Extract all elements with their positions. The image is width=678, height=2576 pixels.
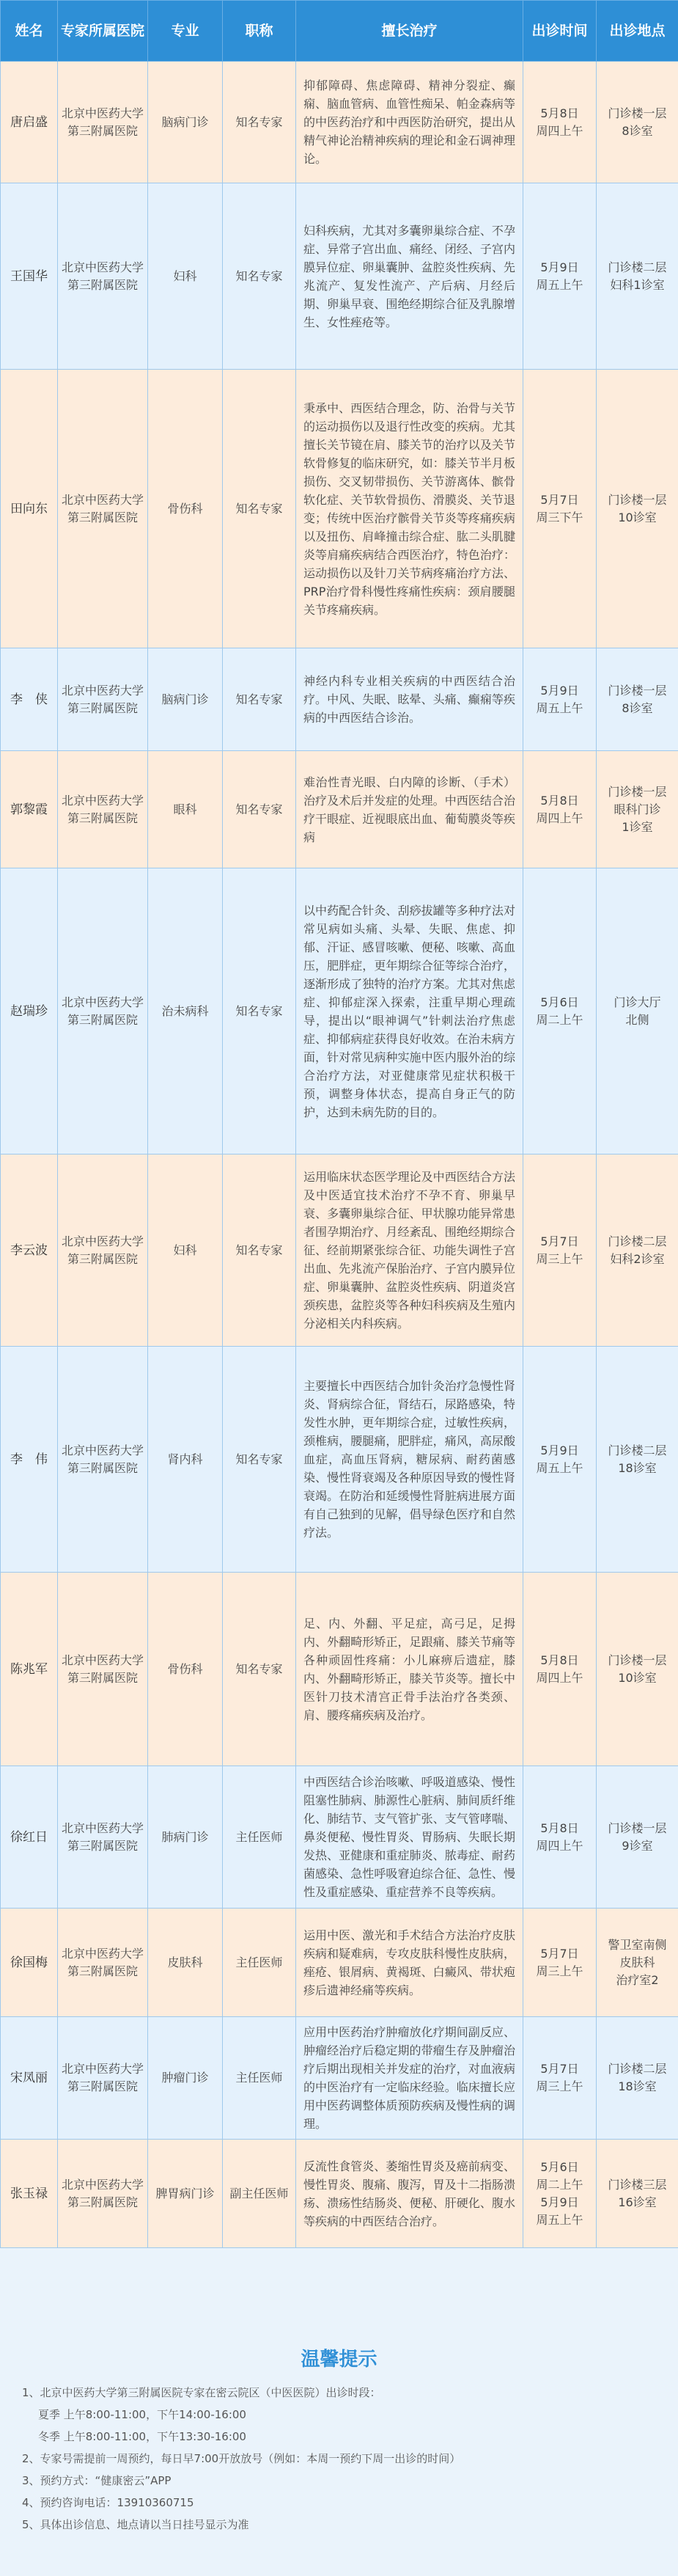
doctor-title: 主任医师 [223,1909,296,2017]
doctor-hospital: 北京中医药大学第三附属医院 [58,183,148,370]
doctor-name: 李云波 [1,1155,58,1347]
doctor-title: 知名专家 [223,370,296,648]
table-row [1,2017,678,2140]
doctor-dept: 肺病门诊 [148,1766,223,1909]
doctor-hospital: 北京中医药大学第三附属医院 [58,1347,148,1573]
doctor-time: 5月8日 周四上午 [523,62,597,183]
tip-item: 5、具体出诊信息、地点请以当日挂号显示为准 [22,2518,249,2531]
doctor-time: 5月7日 周三上午 [523,1155,597,1347]
doctor-dept: 骨伤科 [148,370,223,648]
tip-item: 4、预约咨询电话：13910360715 [22,2496,194,2509]
tip-item: 夏季 上午8:00-11:00，下午14:00-16:00 [38,2408,246,2421]
doctor-specialty: 足、内、外翻、平足症，高弓足，足拇内、外翻畸形矫正，足跟痛、膝关节痛等各种顽固性疼痛：小儿麻痹后遗症，膝内、外翻畸形矫正，膝关节炎等。擅长中医针刀技术清宫正骨手法治疗各类颈、肩、腰疼痛疾病及治疗。 [296,1573,523,1766]
doctor-dept: 肿瘤门诊 [148,2017,223,2140]
doctor-name: 王国华 [1,183,58,370]
doctor-place: 门诊楼一层 10诊室 [597,1573,678,1766]
doctor-hospital: 北京中医药大学第三附属医院 [58,2017,148,2140]
doctor-name: 陈兆军 [1,1573,58,1766]
doctor-name: 李 伟 [1,1347,58,1573]
doctor-name: 唐启盛 [1,62,58,183]
doctor-specialty: 秉承中、西医结合理念，防、治骨与关节的运动损伤以及退行性改变的疾病。尤其擅长关节镜在肩、膝关节的治疗以及关节软骨修复的临床研究，如：膝关节半月板损伤、交叉韧带损伤、关节游离体、髌骨软化症、关节软骨损伤、滑膜炎、关节退变；传统中医治疗髌骨关节炎等疼痛疾病以及扭伤、肩峰撞击综合症、肱二头肌腱炎等肩痛疾病结合西医治疗，特色治疗：运动损伤以及针刀关节病疼痛治疗方法、PRP治疗骨科慢性疼痛性疾病：颈肩腰腿关节疼痛疾病。 [296,370,523,648]
doctor-name: 李 侠 [1,648,58,751]
doctor-dept: 治未病科 [148,868,223,1155]
doctor-dept: 肾内科 [148,1347,223,1573]
doctor-specialty: 主要擅长中西医结合加针灸治疗急慢性肾炎、肾病综合征，肾结石，尿路感染，特发性水肿，更年期综合症，过敏性疾病，颈椎病，腰腿痛，肥胖症，痛风，高尿酸血症，高血压肾病，糖尿病、耐药菌感染、慢性肾衰竭及各种原因导致的慢性肾衰竭。在防治和延缓慢性肾脏病进展方面有自己独到的见解，倡导绿色医疗和自然疗法。 [296,1347,523,1573]
doctor-title: 副主任医师 [223,2140,296,2248]
doctor-time: 5月6日 周二上午 5月9日 周五上午 [523,2140,597,2248]
tips-section [0,2332,678,2576]
doctor-name: 郭黎霞 [1,751,58,868]
doctor-specialty: 运用临床状态医学理论及中西医结合方法及中医适宜技术治疗不孕不育、卵巢早衰、多囊卵巢综合征、甲状腺功能异常患者围孕期治疗、月经紊乱、围绝经期综合征、经前期紧张综合征、功能失调性子宫出血、先兆流产保胎治疗、子宫内膜异位症、卵巢囊肿、盆腔炎性疾病、阴道炎宫颈疾患，盆腔炎等各种妇科疾病及生殖内分泌相关内科疾病。 [296,1155,523,1347]
doctor-dept: 皮肤科 [148,1909,223,2017]
doctor-place: 门诊楼一层 10诊室 [597,370,678,648]
doctor-place: 警卫室南侧 皮肤科 治疗室2 [597,1909,678,2017]
doctor-dept: 脑病门诊 [148,62,223,183]
doctor-place: 门诊楼一层 8诊室 [597,62,678,183]
doctor-hospital: 北京中医药大学第三附属医院 [58,1909,148,2017]
header-time: 出诊时间 [523,1,597,62]
doctor-time: 5月8日 周四上午 [523,1573,597,1766]
doctor-hospital: 北京中医药大学第三附属医院 [58,2140,148,2248]
header-specialty: 擅长治疗 [296,1,523,62]
doctor-time: 5月7日 周三下午 [523,370,597,648]
doctor-time: 5月7日 周三上午 [523,1909,597,2017]
header-hospital: 专家所属医院 [58,1,148,62]
doctor-title: 知名专家 [223,751,296,868]
table-row [1,868,678,1155]
tips-title: 温馨提示 [301,2349,377,2371]
doctor-place: 门诊楼二层 妇科2诊室 [597,1155,678,1347]
table-row [1,1766,678,1909]
doctor-title: 知名专家 [223,1155,296,1347]
doctor-title: 知名专家 [223,868,296,1155]
doctor-place: 门诊大厅 北侧 [597,868,678,1155]
table-row [1,1155,678,1347]
doctor-specialty: 反流性食管炎、萎缩性胃炎及癌前病变、慢性胃炎、腹痛、腹泻，胃及十二指肠溃疡、溃疡性结肠炎、便秘、肝硬化、腹水等疾病的中西医结合治疗。 [296,2140,523,2248]
doctor-hospital: 北京中医药大学第三附属医院 [58,62,148,183]
doctor-specialty: 运用中医、激光和手术结合方法治疗皮肤疾病和疑难病，专攻皮肤科慢性皮肤病，痤疮、银屑病、黄褐斑、白癜风、带状疱疹后遗神经痛等疾病。 [296,1909,523,2017]
doctor-title: 知名专家 [223,62,296,183]
doctor-hospital: 北京中医药大学第三附属医院 [58,1766,148,1909]
table-header-row [1,1,678,62]
doctor-place: 门诊楼一层 眼科门诊 1诊室 [597,751,678,868]
doctor-place: 门诊楼二层 18诊室 [597,1347,678,1573]
doctor-specialty: 妇科疾病，尤其对多囊卵巢综合症、不孕症、异常子宫出血、痛经、闭经、子宫内膜异位症、卵巢囊肿、盆腔炎性疾病、先兆流产、复发性流产、产后病、月经后期、卵巢早衰、围绝经期综合征及乳腺增生、女性痤疮等。 [296,183,523,370]
doctor-time: 5月7日 周三上午 [523,2017,597,2140]
doctor-name: 徐国梅 [1,1909,58,2017]
tip-item: 3、预约方式：“健康密云”APP [22,2474,172,2487]
doctor-place: 门诊楼一层 9诊室 [597,1766,678,1909]
doctor-specialty: 中西医结合诊治咳嗽、呼吸道感染、慢性阻塞性肺病、肺源性心脏病、肺间质纤维化、肺结节、支气管扩张、支气管哮喘、鼻炎便秘、慢性胃炎、胃肠病、失眠长期发热、亚健康和重症肺炎、脓毒症、耐药菌感染、急性呼吸窘迫综合征、急性、慢性及重症感染、重症营养不良等疾病。 [296,1766,523,1909]
table-row [1,183,678,370]
doctor-time: 5月9日 周五上午 [523,1347,597,1573]
table-row [1,370,678,648]
table-row [1,1573,678,1766]
tip-item: 1、北京中医药大学第三附属医院专家在密云院区（中医医院）出诊时段： [22,2386,381,2399]
doctor-title: 知名专家 [223,1573,296,1766]
doctor-time: 5月8日 周四上午 [523,1766,597,1909]
doctor-hospital: 北京中医药大学第三附属医院 [58,648,148,751]
doctor-time: 5月6日 周二上午 [523,868,597,1155]
doctor-dept: 骨伤科 [148,1573,223,1766]
tip-item: 冬季 上午8:00-11:00，下午13:30-16:00 [38,2430,246,2443]
doctor-specialty: 应用中医药治疗肿瘤放化疗期间副反应、肿瘤经治疗后稳定期的带瘤生存及肿瘤治疗后期出现相关并发症的治疗，对血液病的中医治疗有一定临床经验。临床擅长应用中医药调整体质预防疾病及慢性病的调理。 [296,2017,523,2140]
table-row [1,2140,678,2248]
doctor-hospital: 北京中医药大学第三附属医院 [58,868,148,1155]
header-name: 姓名 [1,1,58,62]
doctor-name: 宋凤丽 [1,2017,58,2140]
doctor-hospital: 北京中医药大学第三附属医院 [58,751,148,868]
doctor-place: 门诊楼二层 18诊室 [597,2017,678,2140]
table-row [1,751,678,868]
doctor-dept: 妇科 [148,1155,223,1347]
doctor-time: 5月9日 周五上午 [523,648,597,751]
doctor-title: 主任医师 [223,1766,296,1909]
doctor-specialty: 抑郁障碍、焦虑障碍、精神分裂症、癫痫、脑血管病、血管性痴呆、帕金森病等的中医药治疗和中西医防治研究，提出从精气神论治精神疾病的理论和金石调神理论。 [296,62,523,183]
doctor-dept: 眼科 [148,751,223,868]
doctor-name: 张玉禄 [1,2140,58,2248]
doctor-dept: 脑病门诊 [148,648,223,751]
tip-item: 2、专家号需提前一周预约，每日早7:00开放放号（例如：本周一预约下周一出诊的时间） [22,2452,461,2465]
table-row [1,648,678,751]
doctor-title: 知名专家 [223,183,296,370]
doctor-place: 门诊楼二层 妇科1诊室 [597,183,678,370]
doctor-title: 主任医师 [223,2017,296,2140]
table-row [1,62,678,183]
doctor-dept: 脾胃病门诊 [148,2140,223,2248]
doctor-time: 5月9日 周五上午 [523,183,597,370]
doctor-hospital: 北京中医药大学第三附属医院 [58,1573,148,1766]
doctor-dept: 妇科 [148,183,223,370]
table-row [1,1909,678,2017]
header-title: 职称 [223,1,296,62]
doctor-hospital: 北京中医药大学第三附属医院 [58,1155,148,1347]
doctor-specialty: 以中药配合针灸、刮痧拔罐等多种疗法对常见病如头痛、头晕、失眠、焦虑、抑郁、汗证、感冒咳嗽、便秘、咳嗽、高血压，肥胖症，更年期综合征等综合治疗，逐渐形成了独特的治疗方案。尤其对焦虑症、抑郁症深入探索，注重早期心理疏导，提出以“眼神调气”针刺法治疗焦虑症、抑郁病症获得良好收效。在治未病方面，针对常见病种实施中医内服外治的综合治疗方法，对亚健康常见症状积极干预，调整身体状态，提高自身正气的防护，达到未病先防的目的。 [296,868,523,1155]
doctor-specialty: 神经内科专业相关疾病的中西医结合治疗。中风、失眠、眩晕、头痛、癫痫等疾病的中西医结合诊治。 [296,648,523,751]
header-place: 出诊地点 [597,1,678,62]
doctor-name: 赵瑞珍 [1,868,58,1155]
doctor-title: 知名专家 [223,1347,296,1573]
table-row [1,1347,678,1573]
doctor-place: 门诊楼一层 8诊室 [597,648,678,751]
doctor-place: 门诊楼三层 16诊室 [597,2140,678,2248]
header-dept: 专业 [148,1,223,62]
doctor-name: 田向东 [1,370,58,648]
doctor-hospital: 北京中医药大学第三附属医院 [58,370,148,648]
doctor-name: 徐红日 [1,1766,58,1909]
doctor-title: 知名专家 [223,648,296,751]
doctor-specialty: 难治性青光眼、白内障的诊断、（手术）治疗及术后并发症的处理。中西医结合治疗干眼症、近视眼底出血、葡萄膜炎等疾病 [296,751,523,868]
doctor-time: 5月8日 周四上午 [523,751,597,868]
